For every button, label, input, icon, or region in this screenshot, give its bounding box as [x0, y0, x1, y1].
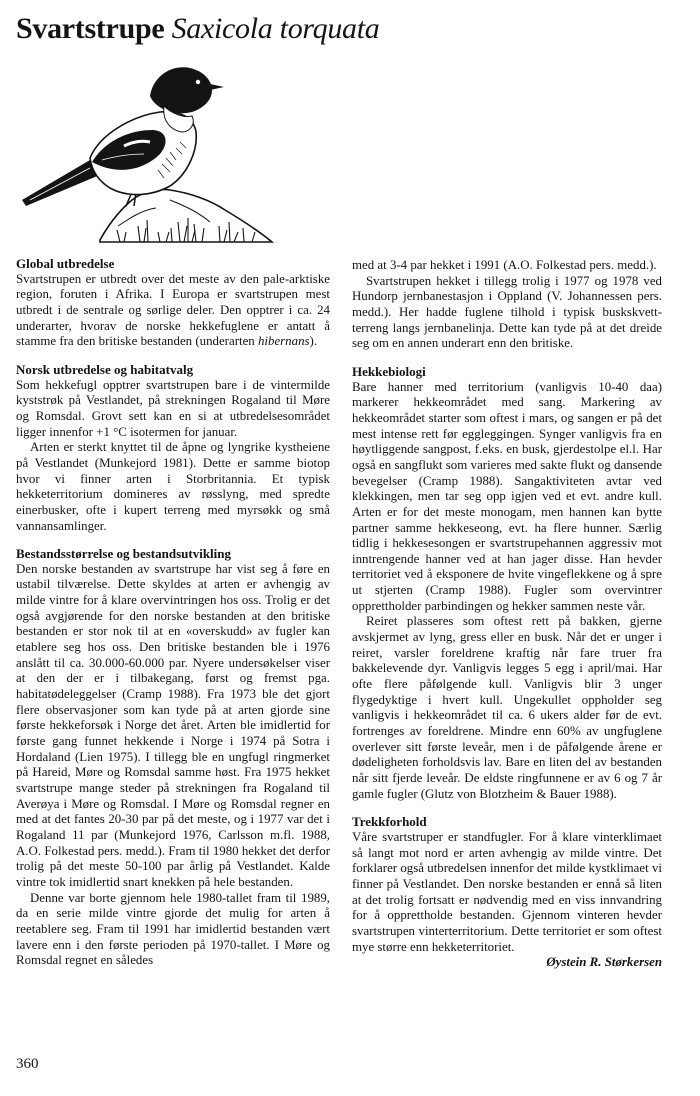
paragraph: Den norske bestanden av svartstrupe har vist seg å føre en ustabil tilværelse. Dette skyldes at arten er avhengig av milde vintre for å klare overvintringen hos oss. Trolig er det også avgjørende for den norske bestanden at den britiske bestanden er stor nok til at en «overskudd» av fugler kan etablere seg hos oss. Den britiske bestanden ble i 1976 anslått til ca. 30.000-60.000 par. Nyere undersøkelser viser at den der er i tilbakegang, først og fremst pga. habitatødeleggelser (Cramp 1988). Fra 1973 ble det gjort flere observasjoner som kan tyde på at arten gjorde sine første hekkeforsøk i Norge det året. Arten ble imidlertid for første gang funnet hekkende i Norge i 1974 på Sotra i Hordaland (Lien 1975). I tillegg ble en ungfugl ringmerket på Hareid, Møre og Romsdal samme høst. Fra 1975 hekket svartstrupe mange steder på strekningen fra Rogaland til Averøya i Møre og Romsdal. I Møre og Romsdal regner en med at det fantes 20-30 par på det meste, og i 1977 var det i Rogaland 11 par (Munkejord 1976, Carlsson m.fl. 1988, A.O. Folkestad pers. medd.). Fram til 1980 hekket det derfor trolig på det meste 50-100 par årlig på Vestlandet. Kalde vintre tok imidlertid snart knekken på hele bestanden. — [16, 561, 330, 889]
common-name: Svartstrupe — [16, 12, 165, 45]
latin-name: Saxicola torquata — [171, 12, 380, 45]
page-number: 360 — [16, 1056, 39, 1072]
section-heading-norsk: Norsk utbredelse og habitatvalg — [16, 361, 194, 377]
section-heading-hekke: Hekkebiologi — [352, 363, 426, 379]
section-heading-global: Global utbredelse — [16, 256, 115, 271]
left-column — [16, 256, 330, 969]
right-column — [352, 258, 662, 971]
paragraph: Reiret plasseres som oftest rett på bakken, gjerne avskjermet av lyng, gress eller en busk. Når det er unger i reiret, varsler foreldrene kraftig når fare truer fra bakkelevende dyr. Vanligvis legges 5 egg i april/mai. Har ofte flere påfølgende kull. Vanligvis blir 3 unger flygedyktige i hvert kull. Ungekullet oppholder seg vanligvis i hekkeområdet til ca. 6 ukers alder før de evt. fortrenges av foreldrene. Mindre enn 60% av ungfuglene overlever sitt første leveår, men i de påfølgende årene er dødeligheten forholdsvis lav. Bare en liten del av bestanden når sitt fjerde leveår. De eldste ringfunnene er av 6 og 7 år gamle fugler (Glutz von Blotzheim & Bauer 1988). — [352, 614, 662, 801]
paragraph: Denne var borte gjennom hele 1980-tallet fram til 1989, da en serie milde vintre gjorde det mulig for arten å reetablere seg. Fram til 1991 har imidlertid bestanden vært lavere enn i den første perioden på 1970-tallet. I Møre og Romsdal regnet en således — [16, 890, 330, 968]
paragraph: Våre svartstruper er standfugler. For å klare vinterklimaet så langt mot nord er arten avhengig av milde vintre. Det forklarer også utbredelsen innenfor det milde kystklimaet vi finner på Vestlandet. Den norske bestanden er ennå så liten at det trolig fortsatt er nødvendig med en viss innvandring for å opprettholde bestanden. Gjennom vinteren hevder svartstrupen vinterterritorium. Dette territoriet er som oftest mye større enn hekketerritoriet. — [352, 829, 662, 954]
paragraph: Som hekkefugl opptrer svartstrupen bare i de vintermilde kyststrøk på Vestlandet, på strekningen Rogaland til Møre og Romsdal. Grovt sett kan en si at utbredelsesområdet ligger innenfor +1 °C isotermen for januar. — [16, 377, 330, 439]
section-heading-trekk: Trekkforhold — [352, 814, 427, 830]
bird-illustration — [20, 50, 282, 250]
paragraph: Svartstrupen er utbredt over det meste av den pale-arktiske region, foruten i Afrika. I Europa er svartstrupen mest utbredt i de sentrale og sørlige deler. Den opptrer i ca. 24 underarter, hvorav de norske hekkefuglene er antatt å stamme fra den britiske bestanden (underarten hibernans). — [16, 271, 330, 349]
paragraph: Arten er sterkt knyttet til de åpne og lyngrike kystheiene på Vestlandet (Munkejord 1981). Dette er samme biotop hvor vi finner arten i Storbritannia. Et typisk hekketerritorium domineres av røsslyng, med spredte einerbusker, ofte i kupert terreng med myrsøkk og små vannansamlinger. — [16, 440, 330, 533]
paragraph: med at 3-4 par hekket i 1991 (A.O. Folkestad pers. medd.). — [352, 258, 657, 272]
paragraph: Bare hanner med territorium (vanligvis 10-40 daa) markerer hekkeområdet med sang. Markering av hekkeområdet starter som oftest i mars, og sangen er på det mest intense rett før eggleggingen. Synger vanligvis fra en høytliggende sangpost, f.eks. en busk, gjerdestolpe el.l. Har også en sangflukt som varieres med sakte flukt og dansende bevegelser (Cramp 1988). Sangaktiviteten avtar ved klekkingen, men tar seg opp igjen ved et evt. andre kull. Arten er for det meste monogam, men hannen kan bytte partner samme hekkeseong, evt. ha flere hunner. Særlig tidlig i hekkesesongen er svartstrupehannen aggressiv mot inntrengende hanner ved at han jager disse. Han hevder territoriet ved å eksponere de hvite vingeflekkene og å spre ut stjerten (Cramp 1988). Fugler som overvintrer opprettholder parbindingen og hekker sammen neste vår. — [352, 379, 662, 613]
paragraph: Svartstrupen hekket i tillegg trolig i 1977 og 1978 ved Hundorp jernbanestasjon i Oppland (V. Johannessen pers. medd.). Her hadde fuglene tilhold i typisk buskskvett-terreng langs jernbanelinja. Dette kan tyde på at det dreide seg om en annen underart enn den britiske. — [352, 273, 662, 351]
section-heading-bestand: Bestandsstørrelse og bestandsutvikling — [16, 546, 232, 562]
author-signature: Øystein R. Størkersen — [546, 955, 662, 970]
page-title — [16, 12, 380, 46]
